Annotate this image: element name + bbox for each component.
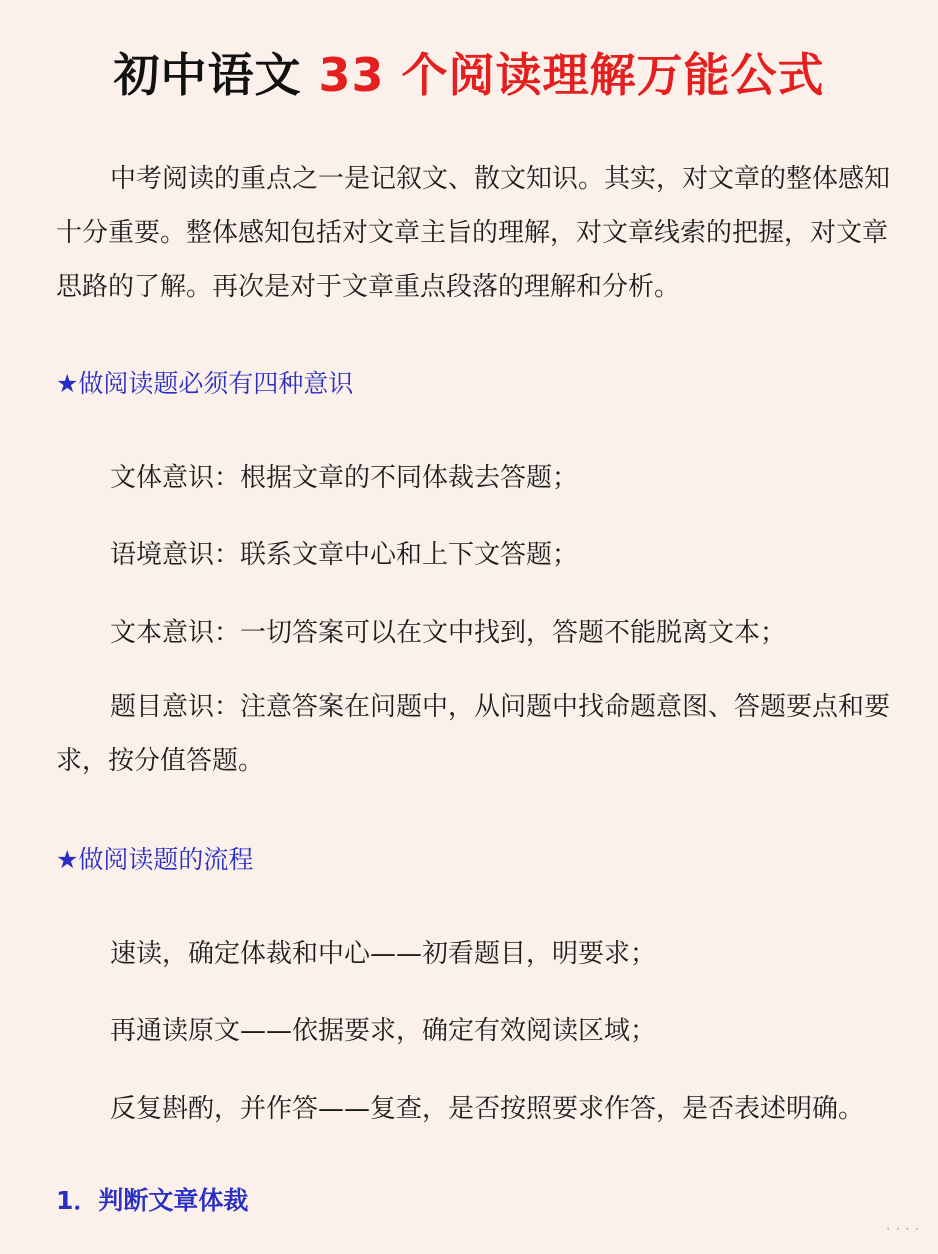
numbered-heading: 1．判断文章体裁 — [56, 1186, 249, 1215]
star-icon: ★ — [56, 845, 79, 874]
section-heading-process — [56, 840, 253, 880]
star-icon: ★ — [56, 369, 79, 398]
section-heading-text: 做阅读题必须有四种意识 — [78, 369, 354, 398]
page-title — [0, 40, 938, 110]
awareness-item: 语境意识：联系文章中心和上下文答题； — [110, 540, 579, 570]
corner-dots: · · · · — [886, 1222, 920, 1236]
title-part-red: 33 个阅读理解万能公式 — [318, 48, 825, 102]
section-heading-awareness — [56, 364, 353, 404]
process-item: 反复斟酌，并作答——复查，是否按照要求作答，是否表述明确。 — [110, 1094, 865, 1124]
process-item: 速读，确定体裁和中心——初看题目，明要求； — [110, 939, 657, 969]
section-heading-text: 做阅读题的流程 — [78, 845, 254, 874]
intro-paragraph: 中考阅读的重点之一是记叙文、散文知识。其实，对文章的整体感知十分重要。整体感知包括对文章主旨的理解，对文章线索的把握，对文章思路的了解。再次是对于文章重点段落的理解和分析。 — [56, 164, 891, 302]
awareness-item: 文本意识：一切答案可以在文中找到，答题不能脱离文本； — [110, 618, 787, 648]
awareness-item: 题目意识：注意答案在问题中，从问题中找命题意图、答题要点和要求，按分值答题。 — [56, 692, 891, 776]
process-item: 再通读原文——依据要求，确定有效阅读区域； — [110, 1016, 657, 1046]
title-part-black: 初中语文 — [113, 48, 302, 102]
awareness-item: 文体意识：根据文章的不同体裁去答题； — [110, 463, 579, 493]
